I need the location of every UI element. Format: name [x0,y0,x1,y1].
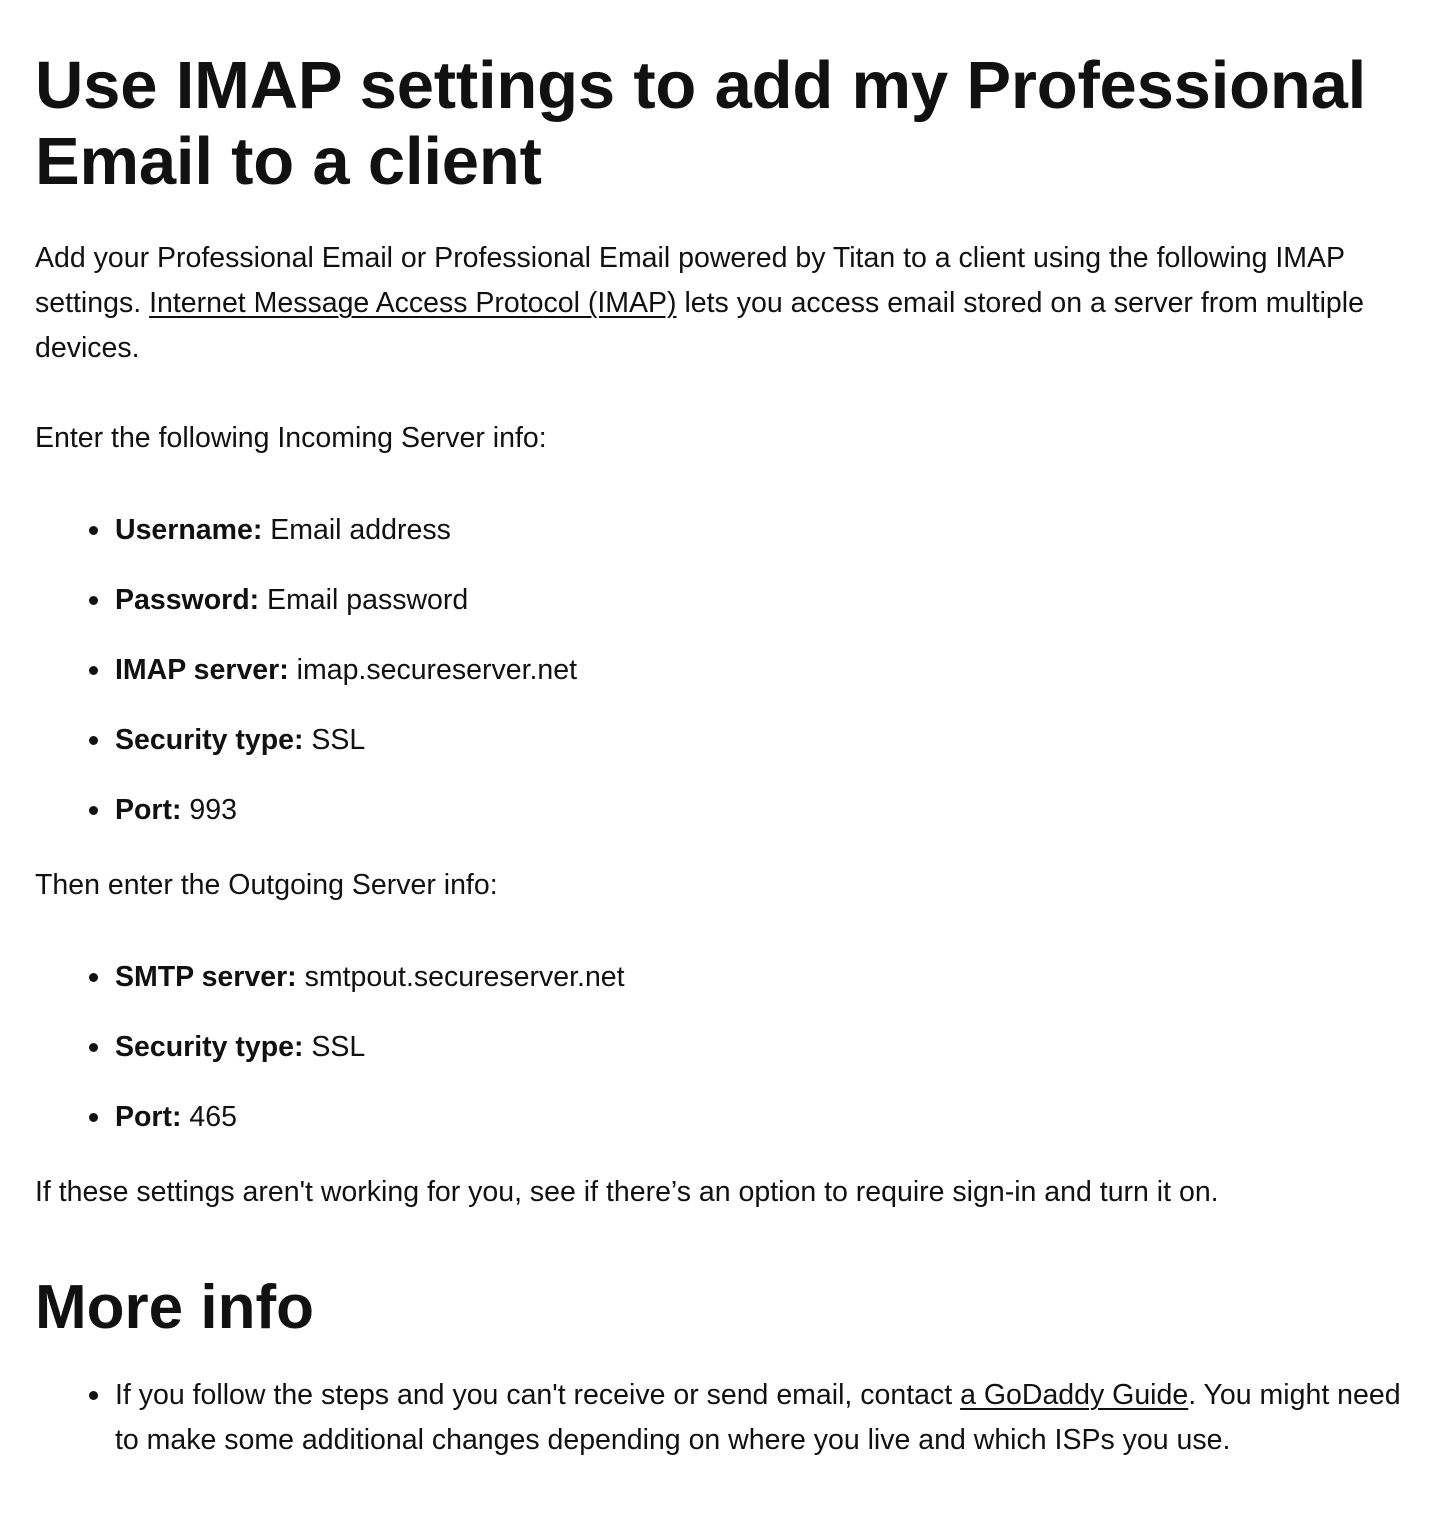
bullet-icon [89,1113,98,1122]
intro-text-after: lets you access email stored on a server from multiple devices. [35,287,1364,364]
setting-label: IMAP server: [115,654,289,686]
bullet-icon [89,736,98,745]
list-item [115,508,1415,553]
setting-label: SMTP server: [115,961,297,993]
list-item [115,1095,1415,1140]
setting-value: smtpout.secureserver.net [296,961,625,993]
setting-value: 993 [181,794,237,826]
intro-paragraph [35,236,1415,371]
outgoing-server-lead: Then enter the Outgoing Server info: [35,869,498,901]
setting-label: Password: [115,584,260,616]
incoming-settings-list [35,508,1415,833]
list-item [115,578,1415,623]
setting-label: Port: [115,1101,182,1133]
setting-label: Username: [115,514,263,546]
list-item [115,1373,1415,1463]
bullet-icon [89,973,98,982]
list-item [115,648,1415,693]
setting-value: Email address [262,514,451,546]
article [0,48,1415,1463]
setting-value: Email password [259,584,469,616]
page-title: Use IMAP settings to add my Professional Email to a client [35,48,1367,199]
more-info-list [35,1373,1415,1463]
bullet-icon [89,526,98,535]
setting-label: Security type: [115,1031,304,1063]
outgoing-settings-list [35,955,1415,1140]
bullet-icon [89,596,98,605]
bullet-icon [89,1043,98,1052]
list-item [115,718,1415,763]
godaddy-guide-link[interactable]: a GoDaddy Guide [960,1379,1189,1411]
list-item [115,955,1415,1000]
more-info-text-after: . You might need to make some additional changes depending on where you live and which ISPs you use. [115,1379,1401,1456]
setting-value: imap.secureserver.net [288,654,578,686]
intro-text-before: Add your Professional Email or Professional Email powered by Titan to a client using the following IMAP settings. [35,242,1345,319]
setting-label: Security type: [115,724,304,756]
more-info-heading: More info [35,1273,314,1342]
setting-value: SSL [303,1031,366,1063]
list-item [115,788,1415,833]
bullet-icon [89,806,98,815]
more-info-text-before: If you follow the steps and you can't receive or send email, contact [115,1379,961,1411]
signin-note: If these settings aren't working for you, see if there’s an option to require sign-in and turn it on. [35,1176,1219,1208]
incoming-server-lead: Enter the following Incoming Server info: [35,422,547,454]
bullet-icon [89,1391,98,1400]
list-item [115,1025,1415,1070]
setting-label: Port: [115,794,182,826]
bullet-icon [89,666,98,675]
imap-definition-link[interactable]: Internet Message Access Protocol (IMAP) [149,287,677,319]
setting-value: 465 [181,1101,237,1133]
setting-value: SSL [303,724,366,756]
